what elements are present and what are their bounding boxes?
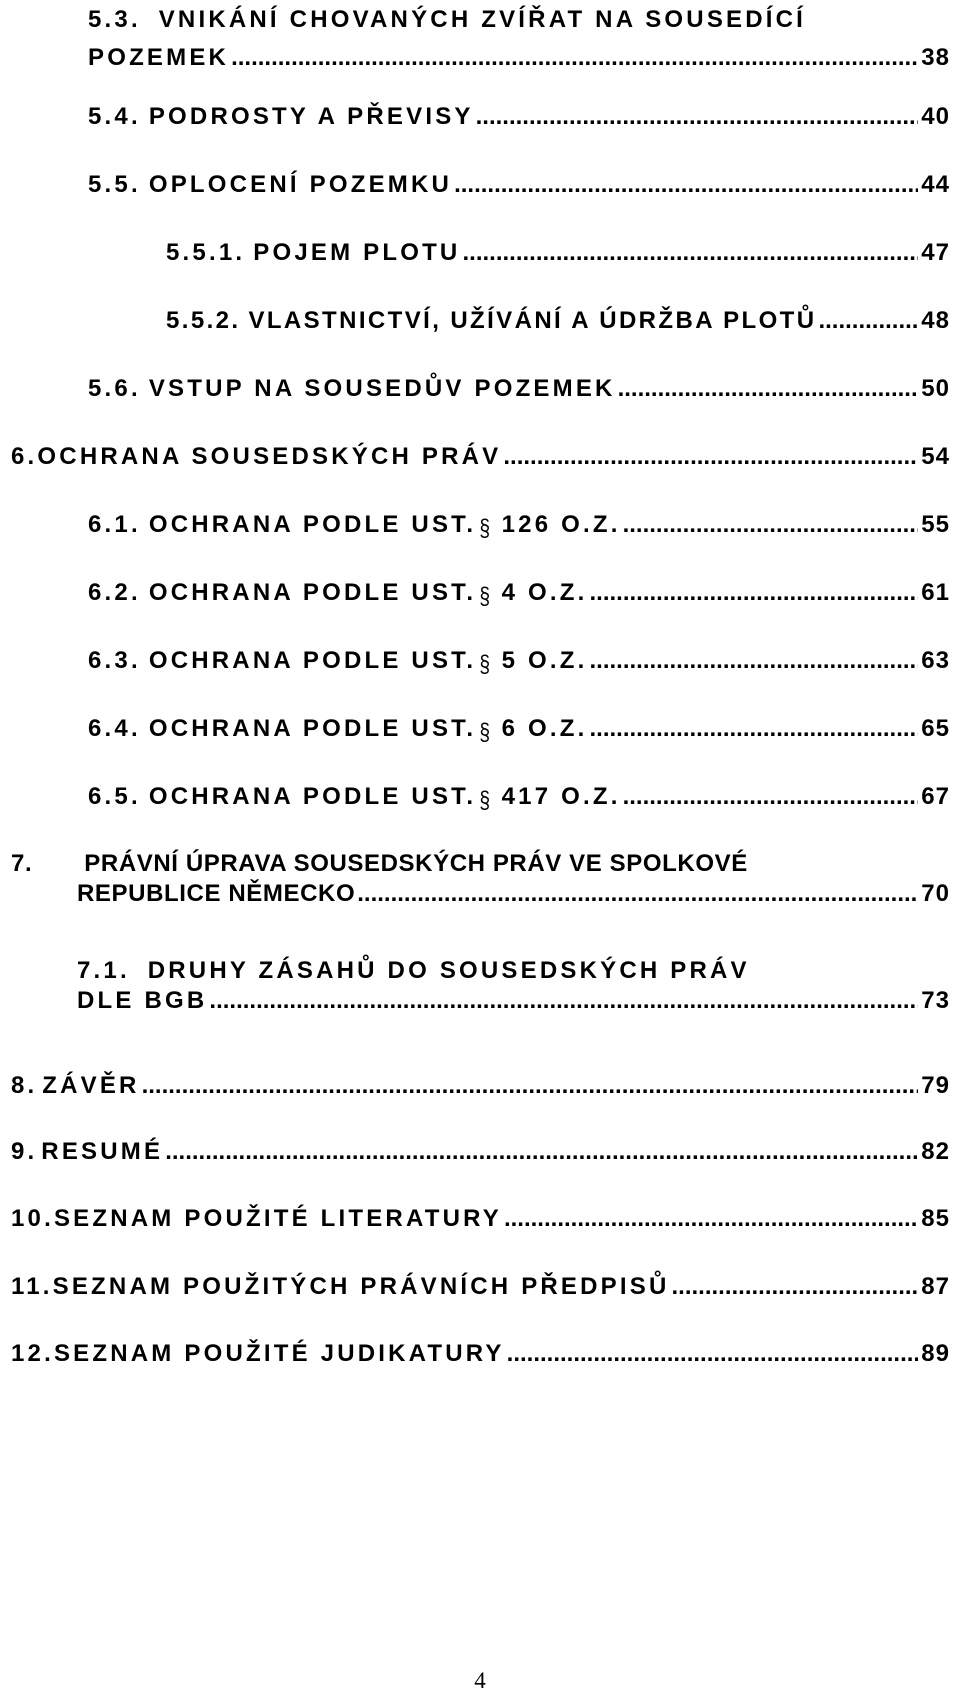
- toc-entry-title-continued: REPUBLICE NĚMECKO: [77, 880, 356, 907]
- toc-entry-number: 5.4.: [88, 103, 141, 130]
- toc-page-number: 48: [921, 307, 950, 334]
- section-sign-icon: §: [479, 787, 491, 814]
- toc-entry-6[interactable]: [11, 443, 950, 471]
- toc-entry-title: VLASTNICTVÍ, UŽÍVÁNÍ A ÚDRŽBA PLOTŮ: [248, 307, 817, 334]
- toc-entry-number: 6.4.: [88, 715, 141, 742]
- toc-entry-title: OCHRANA PODLE UST.: [148, 783, 477, 810]
- toc-leader-dots: [618, 375, 919, 403]
- toc-entry-number: 6.5.: [88, 783, 141, 810]
- toc-page-number: 55: [921, 511, 950, 538]
- toc-entry-title: OCHRANA PODLE UST.: [148, 511, 477, 538]
- toc-entry-8[interactable]: [11, 1072, 950, 1100]
- toc-page-number: 67: [921, 783, 950, 810]
- toc-entry-title: RESUMÉ: [41, 1138, 164, 1165]
- toc-entry-title: OPLOCENÍ POZEMKU: [148, 171, 453, 198]
- toc-entry-title: SEZNAM POUŽITÉ JUDIKATURY: [53, 1340, 505, 1367]
- toc-leader-dots: [231, 44, 918, 72]
- toc-leader-dots: [589, 579, 918, 607]
- toc-leader-dots: [503, 443, 918, 471]
- section-sign-icon: §: [479, 651, 491, 678]
- toc-entry-number: 12.: [11, 1340, 54, 1367]
- toc-entry-title: PRÁVNÍ ÚPRAVA SOUSEDSKÝCH PRÁV VE SPOLKOVÉ: [84, 850, 748, 877]
- toc-entry-title: POJEM PLOTU: [253, 239, 461, 266]
- toc-leader-dots: [165, 1138, 918, 1166]
- toc-leader-dots: [589, 647, 918, 675]
- toc-entry-number: 5.5.: [88, 171, 141, 198]
- toc-entry-title: ZÁVĚR: [42, 1072, 140, 1099]
- toc-entry-5-5-1[interactable]: [166, 239, 950, 267]
- toc-leader-dots: [142, 1072, 919, 1100]
- toc-entry-5-3[interactable]: [88, 6, 950, 72]
- toc-page-number: 40: [921, 103, 950, 130]
- toc-page-number: 70: [921, 880, 950, 907]
- toc-page-number: 54: [921, 443, 950, 470]
- toc-entry-number: 6.2.: [88, 579, 141, 606]
- toc-entry-title: OCHRANA SOUSEDSKÝCH PRÁV: [37, 443, 502, 470]
- toc-page-number: 82: [921, 1138, 950, 1165]
- toc-entry-number: 7.: [11, 850, 33, 877]
- toc-page-number: 87: [921, 1273, 950, 1300]
- toc-leader-dots: [507, 1340, 919, 1368]
- toc-entry-number: 6.: [11, 443, 38, 470]
- toc-leader-dots: [209, 987, 918, 1015]
- toc-entry-title: VNIKÁNÍ CHOVANÝCH ZVÍŘAT NA SOUSEDÍCÍ: [158, 6, 807, 33]
- page-number: 4: [474, 1668, 486, 1693]
- toc-entry-number: 5.6.: [88, 375, 141, 402]
- toc-entry-title: VSTUP NA SOUSEDŮV POZEMEK: [148, 375, 616, 402]
- toc-entry-title-suffix: 5 O.Z.: [501, 647, 588, 674]
- toc-entry-title-suffix: 4 O.Z.: [501, 579, 588, 606]
- toc-entry-9[interactable]: [11, 1138, 950, 1166]
- toc-entry-title-continued: POZEMEK: [88, 44, 230, 71]
- toc-entry-title: SEZNAM POUŽITÝCH PRÁVNÍCH PŘEDPISŮ: [52, 1273, 670, 1300]
- toc-entry-title-suffix: 126 O.Z.: [501, 511, 621, 538]
- toc-entry-title: DRUHY ZÁSAHŮ DO SOUSEDSKÝCH PRÁV: [147, 957, 750, 984]
- section-sign-icon: §: [479, 583, 491, 610]
- toc-entry-number: 6.1.: [88, 511, 141, 538]
- toc-leader-dots: [818, 307, 918, 335]
- toc-entry-6-3[interactable]: [88, 647, 950, 678]
- toc-entry-title-suffix: 6 O.Z.: [501, 715, 588, 742]
- toc-entry-7-1[interactable]: [77, 957, 950, 1015]
- toc-entry-title: PODROSTY A PŘEVISY: [148, 103, 474, 130]
- toc-leader-dots: [623, 783, 919, 811]
- toc-entry-6-4[interactable]: [88, 715, 950, 746]
- toc-entry-number: 6.3.: [88, 647, 141, 674]
- toc-entry-number: 8.: [11, 1072, 38, 1099]
- toc-page-number: 85: [921, 1205, 950, 1232]
- toc-entry-6-1[interactable]: [88, 511, 950, 542]
- toc-entry-7[interactable]: [11, 850, 950, 908]
- toc-entry-title: OCHRANA PODLE UST.: [148, 715, 477, 742]
- toc-entry-title: OCHRANA PODLE UST.: [148, 647, 477, 674]
- toc-entry-10[interactable]: [11, 1205, 950, 1233]
- toc-leader-dots: [476, 103, 919, 131]
- toc-entry-title: SEZNAM POUŽITÉ LITERATURY: [53, 1205, 502, 1232]
- toc-entry-number: 7.1.: [77, 957, 130, 984]
- toc-entry-5-5-2[interactable]: [166, 307, 950, 335]
- toc-leader-dots: [357, 880, 918, 908]
- toc-entry-5-6[interactable]: [88, 375, 950, 403]
- toc-leader-dots: [589, 715, 918, 743]
- toc-page-number: 79: [921, 1072, 950, 1099]
- toc-page-number: 50: [921, 375, 950, 402]
- toc-page-number: 63: [921, 647, 950, 674]
- toc-entry-number: 5.5.1.: [166, 239, 246, 266]
- toc-entry-6-2[interactable]: [88, 579, 950, 610]
- section-sign-icon: §: [479, 719, 491, 746]
- toc-entry-title-continued: DLE BGB: [77, 987, 208, 1014]
- toc-entry-5-5[interactable]: [88, 171, 950, 199]
- toc-leader-dots: [623, 511, 919, 539]
- toc-page-number: 65: [921, 715, 950, 742]
- toc-page-number: 89: [921, 1340, 950, 1367]
- toc-leader-dots: [462, 239, 918, 267]
- toc-entry-11[interactable]: [11, 1273, 950, 1301]
- toc-entry-number: 5.5.2.: [166, 307, 241, 334]
- toc-page-number: 47: [921, 239, 950, 266]
- toc-entry-12[interactable]: [11, 1340, 950, 1368]
- toc-page-number: 61: [921, 579, 950, 606]
- toc-entry-number: 9.: [11, 1138, 38, 1165]
- toc-entry-title: OCHRANA PODLE UST.: [148, 579, 477, 606]
- toc-entry-5-4[interactable]: [88, 103, 950, 131]
- toc-leader-dots: [504, 1205, 918, 1233]
- toc-entry-number: 5.3.: [88, 6, 141, 33]
- section-sign-icon: §: [479, 515, 491, 542]
- toc-page-number: 44: [921, 171, 950, 198]
- toc-leader-dots: [454, 171, 918, 199]
- toc-entry-number: 11.: [11, 1273, 53, 1300]
- toc-entry-6-5[interactable]: [88, 783, 950, 814]
- toc-leader-dots: [671, 1273, 918, 1301]
- toc-entry-title-suffix: 417 O.Z.: [501, 783, 621, 810]
- toc-page-number: 38: [921, 44, 950, 71]
- toc-page-number: 73: [921, 987, 950, 1014]
- toc-entry-number: 10.: [11, 1205, 54, 1232]
